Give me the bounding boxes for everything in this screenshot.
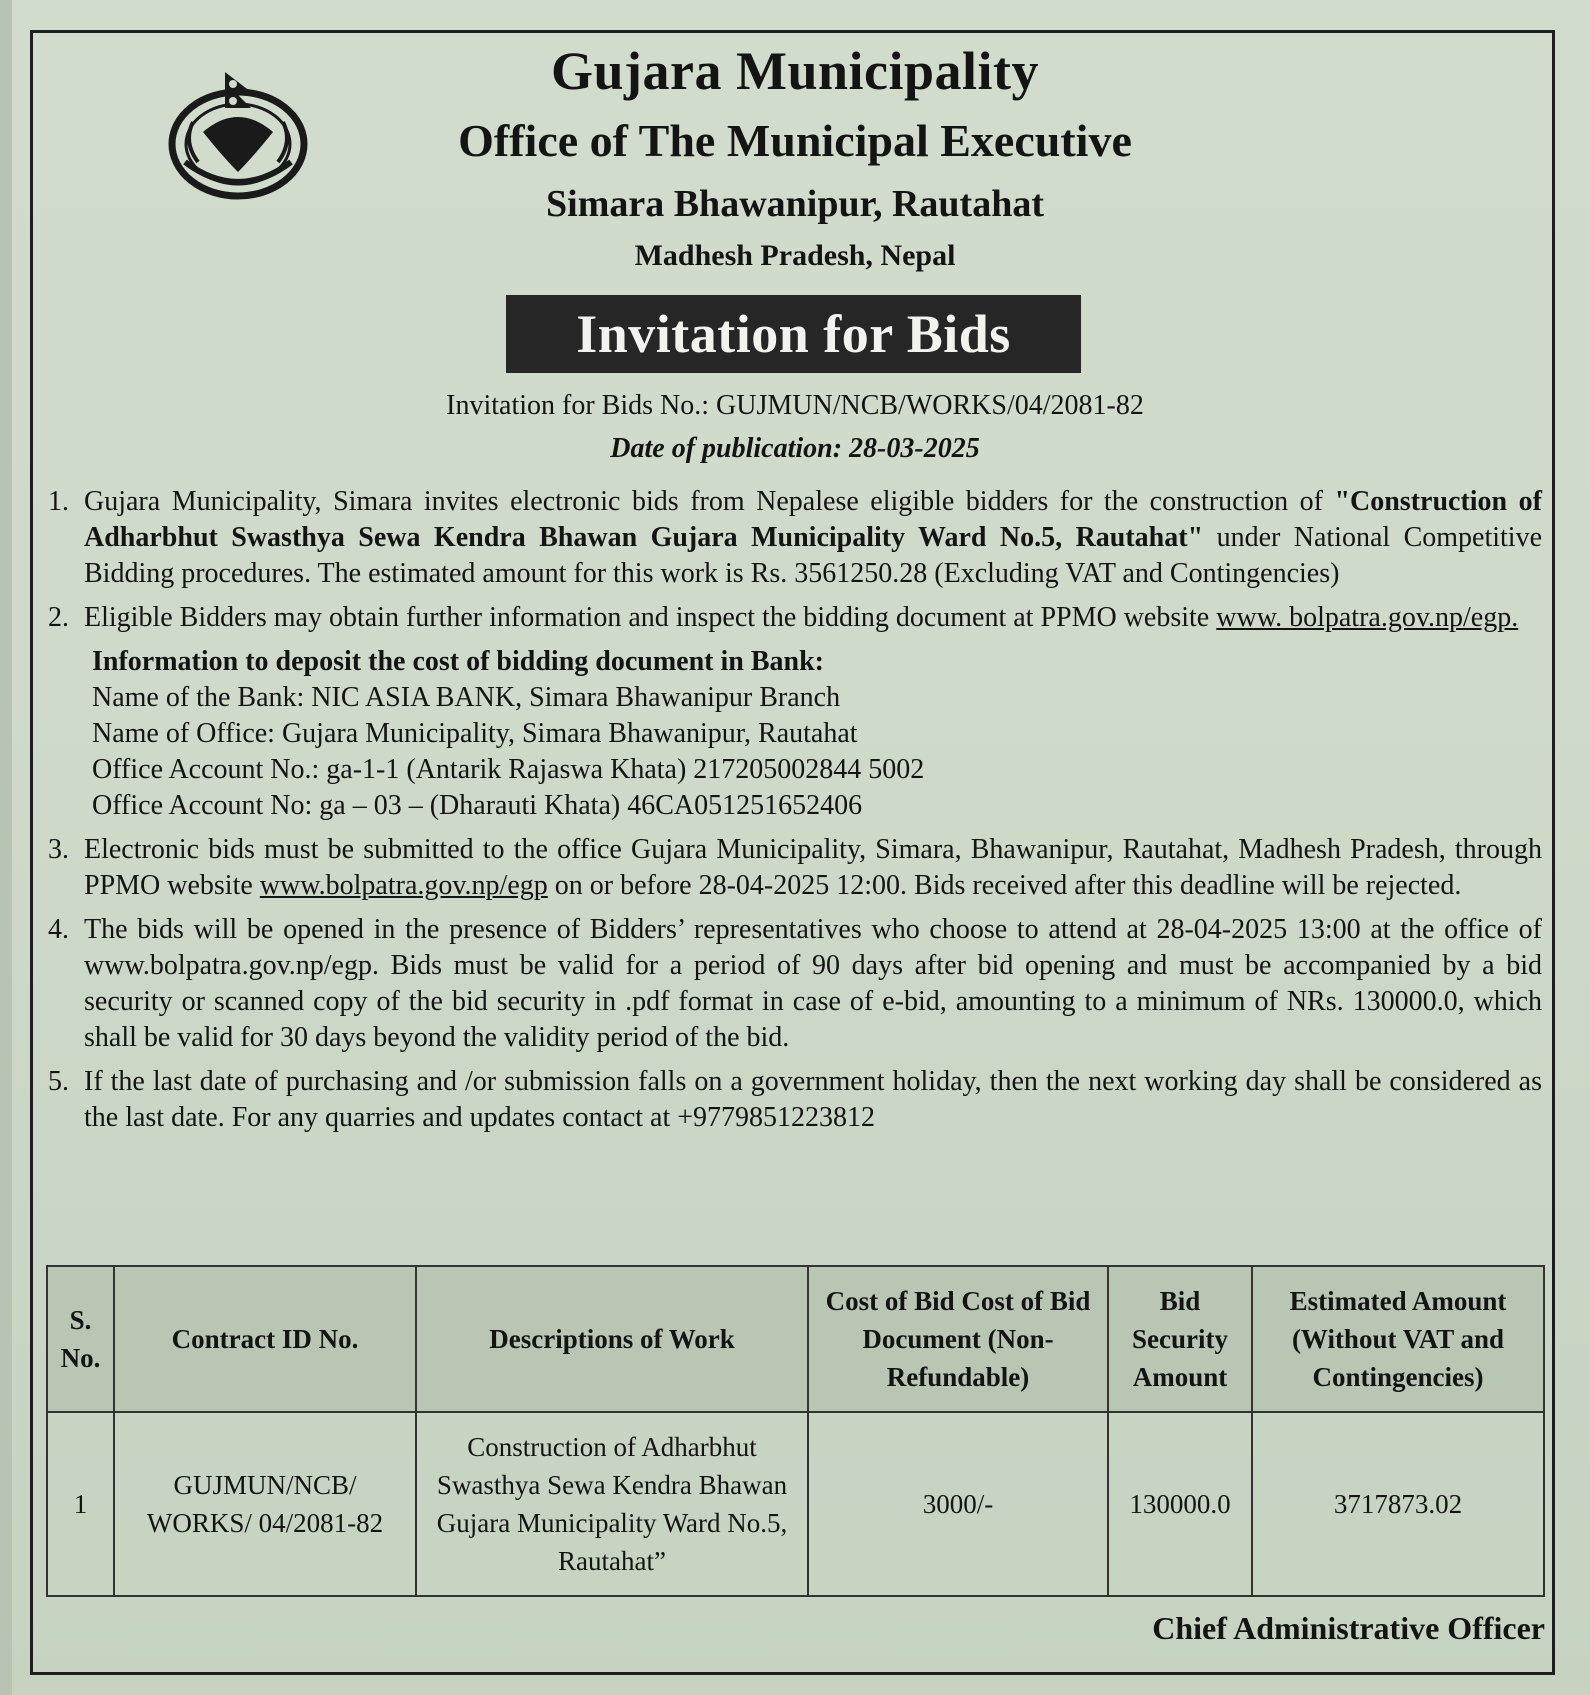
- project-name: "Construction of Adharbhut Swasthya Sewa Kendra Bhawan Gujara Municipality Ward No.5, Rautahat": [84, 486, 1542, 553]
- paragraph-text: The bids will be opened in the presence of Bidders’ representatives who choose to attend at 28-04-2025 13:00 at the office of www.bolpatra.gov.np/egp. Bids must be valid for a period of 90 days after bid opening and must be accompanied by a bid security or scanned copy of the bid security in .pdf format in case of e-bid, amounting to a minimum of NRs. 130000.0, which shall be valid for 30 days beyond the validity period of the bid.: [84, 914, 1542, 1053]
- paragraph-text: under National Competitive Bidding procedures. The estimated amount for this work is Rs. 3561250.28 (Excluding VAT and Contingencies): [84, 522, 1543, 589]
- bid-table: [46, 1265, 1545, 1597]
- paragraph-text: Gujara Municipality, Simara invites electronic bids from Nepalese eligible bidders for the construction of: [84, 486, 1335, 517]
- signoff: Chief Administrative Officer: [1152, 1610, 1545, 1646]
- cell-bid-doc-cost: 3000/-: [808, 1412, 1108, 1596]
- bolpatra-link[interactable]: www.bolpatra.gov.np/egp: [259, 870, 548, 901]
- table-header-row: [47, 1266, 1544, 1412]
- paragraph-text: Eligible Bidders may obtain further information and inspect the bidding document at PPMO website: [84, 602, 1217, 633]
- bank-info: [92, 644, 1542, 824]
- header-bid-doc-cost: Cost of Bid Cost of Bid Document (Non-Refundable): [808, 1266, 1108, 1412]
- header-estimated-amount: Estimated Amount (Without VAT and Contingencies): [1252, 1266, 1544, 1412]
- header-sno: S. No.: [47, 1266, 114, 1412]
- header-bid-security: Bid Security Amount: [1108, 1266, 1252, 1412]
- paragraph-3: [48, 832, 1542, 904]
- header-description: Descriptions of Work: [416, 1266, 808, 1412]
- paragraph-number: 3.: [48, 834, 69, 865]
- ifb-number: Invitation for Bids No.: GUJMUN/NCB/WORKS/04/2081-82: [446, 390, 1144, 421]
- paragraph-5: [48, 1064, 1542, 1136]
- paragraph-number: 1.: [48, 486, 69, 517]
- cell-bid-security: 130000.0: [1108, 1412, 1252, 1596]
- notice-body: [48, 484, 1542, 1144]
- municipality-title: Gujara Municipality: [550, 41, 1039, 101]
- province-title: Madhesh Pradesh, Nepal: [634, 239, 956, 272]
- paragraph-number: 4.: [48, 914, 69, 945]
- paragraph-2: [48, 600, 1542, 636]
- paragraph-number: 5.: [48, 1066, 69, 1097]
- invitation-banner: Invitation for Bids: [506, 295, 1081, 373]
- paragraph-text: If the last date of purchasing and /or submission falls on a government holiday, then the next working day shall be considered as the last date. For any quarries and updates contact at +9779851223812: [84, 1066, 1542, 1133]
- office-account-2: Office Account No: ga – 03 – (Dharauti Khata) 46CA051251652406: [92, 790, 863, 821]
- office-account-1: Office Account No.: ga-1-1 (Antarik Rajaswa Khata) 217205002844 5002: [92, 754, 925, 785]
- office-name: Name of Office: Gujara Municipality, Simara Bhawanipur, Rautahat: [92, 718, 858, 749]
- table-row: [47, 1412, 1544, 1596]
- paragraph-text: Electronic bids must be submitted to the office Gujara Municipality, Simara, Bhawanipur, Rautahat, Madhesh Pradesh, through PPMO website: [84, 834, 1542, 901]
- office-title: Office of The Municipal Executive: [458, 115, 1132, 166]
- paragraph-number: 2.: [48, 602, 69, 633]
- paragraph-text: on or before 28-04-2025 12:00. Bids received after this deadline will be rejected.: [547, 870, 1462, 901]
- notice-header: [0, 0, 1590, 300]
- bolpatra-link[interactable]: www. bolpatra.gov.np/egp.: [1216, 602, 1519, 633]
- paragraph-4: [48, 912, 1542, 1056]
- cell-estimated-amount: 3717873.02: [1252, 1412, 1544, 1596]
- cell-contract-id: GUJMUN/NCB/ WORKS/ 04/2081-82: [114, 1412, 416, 1596]
- bank-info-title: Information to deposit the cost of bidding document in Bank:: [92, 646, 824, 677]
- bank-name: Name of the Bank: NIC ASIA BANK, Simara Bhawanipur Branch: [92, 682, 841, 713]
- cell-description: Construction of Adharbhut Swasthya Sewa Kendra Bhawan Gujara Municipality Ward No.5, Rautahat”: [416, 1412, 808, 1596]
- header-contract-id: Contract ID No.: [114, 1266, 416, 1412]
- paragraph-1: [48, 484, 1542, 592]
- location-title: Simara Bhawanipur, Rautahat: [546, 183, 1044, 225]
- publication-date: Date of publication: 28-03-2025: [610, 433, 980, 464]
- cell-sno: 1: [47, 1412, 114, 1596]
